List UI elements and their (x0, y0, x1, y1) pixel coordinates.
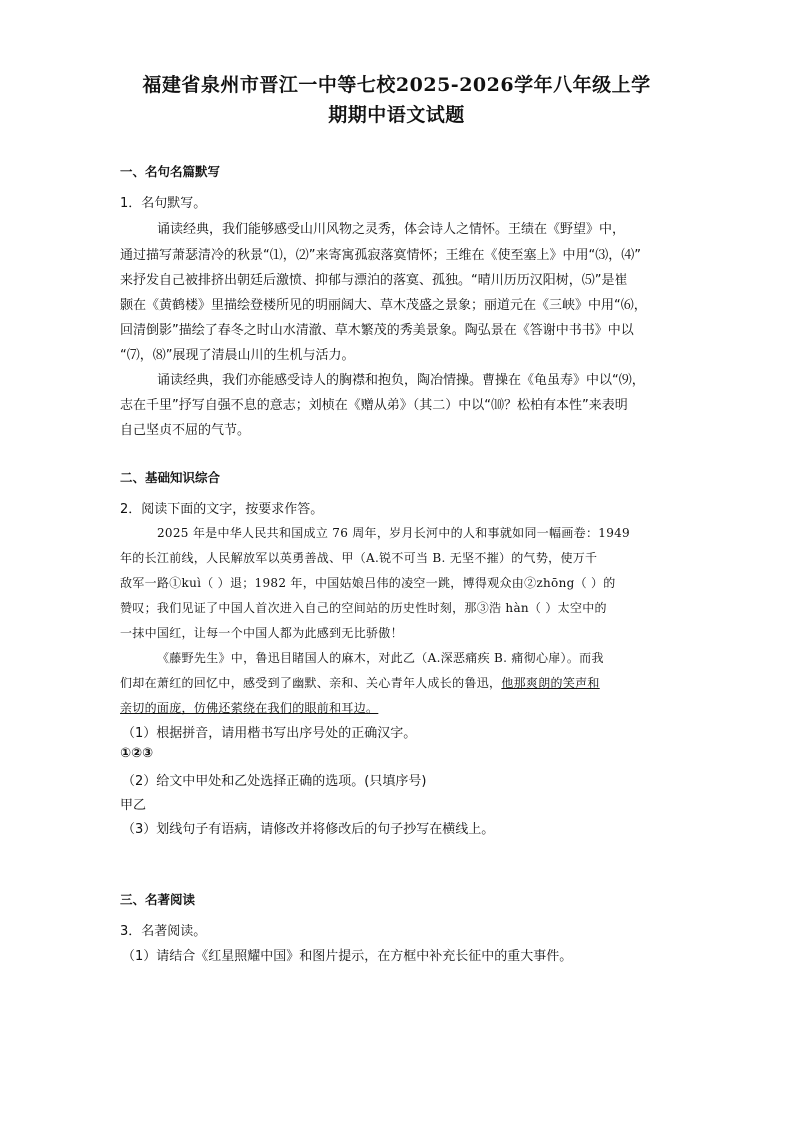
q2-passage1-line: 一抹中国红，让每一个中国人都为此感到无比骄傲！ (120, 626, 403, 640)
q1-paragraph1-line: 来抒发自己被排挤出朝廷后激愤、抑郁与漂泊的落寞、孤独。“晴川历历汉阳树，⑸”是崔 (120, 273, 628, 288)
q1-paragraph1-line: 颢在《黄鹤楼》里描绘登楼所见的明丽阔大、草木茂盛之景象；丽道元在《三峡》中用“⑹， (120, 298, 647, 313)
q1-paragraph2-line: 志在千里”抒写自强不息的意志；刘桢在《赠从弟》（其二）中以“⑽？松柏有本性”来表明 (120, 398, 628, 413)
q2-subquestion2: （2）给文中甲处和乙处选择正确的选项。(只填序号) (122, 774, 427, 789)
q2-passage1-line: 赞叹；我们见证了中国人首次进入自己的空间站的历史性时刻，那③浩 hàn（ ）太空中的 (120, 601, 607, 615)
question3-label: 3．名著阅读。 (120, 924, 207, 939)
q2-passage1-line: 2025 年是中华人民共和国成立 76 周年，岁月长河中的人和事就如同一幅画卷：1949 (157, 526, 630, 540)
q2-passage1-line: 年的长江前线，人民解放军以英勇善战、甲（A.锐不可当 B. 无坚不摧）的气势，使万千 (120, 551, 598, 565)
q2-passage2-line: 《藤野先生》中，鲁迅目睹国人的麻木，对此乙（A.深恶痛疾 B. 痛彻心扉）。而我 (157, 651, 604, 665)
q3-subquestion1: （1）请结合《红星照耀中国》和图片提示，在方框中补充长征中的重大事件。 (122, 949, 573, 964)
section2-heading: 二、基础知识综合 (120, 470, 221, 485)
q2-passage2-text: 们却在萧红的回忆中，感受到了幽默、亲和、关心青年人成长的鲁迅， (120, 676, 502, 690)
q1-paragraph1-line: 通过描写萧瑟清冷的秋景“⑴，⑵”来寄寓孤寂落寞情怀；王维在《使至塞上》中用“⑶，⑷” (120, 248, 641, 263)
q2-passage1-line: 敌军一路①kuì（ ）退；1982 年，中国姑娘吕伟的凌空一跳，博得观众由②zhōng（ ）的 (120, 576, 616, 590)
q1-paragraph1-line: “⑺，⑻”展现了清晨山川的生机与活力。 (120, 348, 355, 363)
q2-subquestion1: （1）根据拼音，请用楷书写出序号处的正确汉字。 (122, 726, 417, 741)
q2-answer1: ①②③ (120, 746, 154, 761)
document-title-line1: 福建省泉州市晋江一中等七校2025-2026学年八年级上学 (142, 74, 651, 96)
q2-underlined-sentence: 他那爽朗的笑声和 (501, 676, 600, 690)
q1-paragraph2-line: 诵读经典，我们亦能感受诗人的胸襟和抱负，陶冶情操。曹操在《龟虽寿》中以“⑼， (157, 373, 645, 388)
q2-underlined-sentence: 亲切的面庞，仿佛还萦绕在我们的眼前和耳边。 (120, 701, 379, 715)
q2-answer2: 甲乙 (120, 798, 147, 813)
q2-subquestion3: （3）划线句子有语病，请修改并将修改后的句子抄写在横线上。 (122, 822, 495, 837)
q1-paragraph2-line: 自己坚贞不屈的气节。 (120, 423, 251, 438)
q1-paragraph1-line: 诵读经典，我们能够感受山川风物之灵秀，体会诗人之情怀。王绩在《野望》中， (157, 222, 626, 237)
section1-heading: 一、名句名篇默写 (120, 164, 221, 179)
question2-label: 2．阅读下面的文字，按要求作答。 (120, 502, 324, 517)
q1-paragraph1-line: 回清倒影”描绘了春冬之时山水清澈、草木繁茂的秀美景象。陶弘景在《答谢中书书》中以 (120, 323, 634, 338)
question1-label: 1．名句默写。 (120, 196, 207, 211)
q2-passage2-line (120, 674, 680, 691)
section3-heading: 三、名著阅读 (120, 892, 196, 907)
document-title-line2: 期期中语文试题 (328, 104, 465, 126)
q2-passage2-line (120, 699, 680, 716)
